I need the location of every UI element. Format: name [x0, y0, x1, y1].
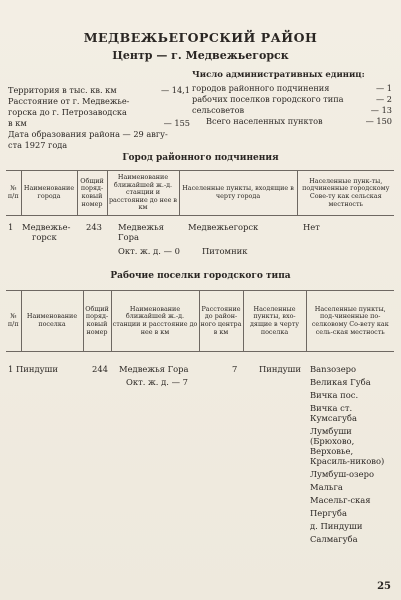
list-item: Салмагуба: [310, 534, 358, 544]
town-order-number: 244: [92, 364, 108, 374]
towns-table-header: [6, 290, 394, 352]
column-header: Общий поряд-ковый номер: [77, 171, 107, 216]
page-number: 25: [377, 581, 391, 592]
distance-label-3: в км: [8, 118, 27, 128]
admin-unit-row: [192, 94, 392, 105]
admin-units-heading: Число административных единиц:: [192, 70, 365, 80]
admin-unit-label: городов районного подчинения: [192, 83, 330, 93]
territory-label: Территория в тыс. кв. км: [8, 85, 117, 95]
town-included-settlement: Пиндуши: [259, 364, 301, 374]
list-item: Пергуба: [310, 508, 347, 518]
admin-unit-value: — 1: [376, 83, 392, 93]
admin-unit-label: Всего населенных пунктов: [206, 116, 323, 126]
city-subordinate: Нет: [303, 222, 320, 232]
admin-unit-value: — 13: [370, 105, 392, 115]
distance-row: [8, 118, 190, 129]
city-station-line-2: Гора: [118, 232, 139, 242]
town-row-number: 1: [8, 364, 14, 374]
column-header: Наименование ближайшей ж.-д. станции и расстояние до нее в км: [111, 291, 199, 352]
column-header: Населенные пунк-ты, подчиненные городскому Сове-ту как сельская местность: [297, 171, 394, 216]
admin-unit-label: сельсоветов: [192, 105, 245, 115]
city-station-line-1: Медвежья: [118, 222, 164, 232]
list-item: Лумбуши (Брюхово, Верховье, Красиль-никово): [310, 426, 385, 466]
distance-label-2: горска до г. Петрозаводска: [8, 107, 127, 117]
column-header: Населенные пункты, под-чиненные по-селковому Со-вету как сель-ская местность: [306, 291, 394, 352]
city-included-settlement: Питомник: [202, 246, 248, 256]
admin-unit-row: [192, 105, 392, 116]
town-name: Пиндуши: [16, 364, 58, 374]
city-included-settlement: Медвежьегорск: [188, 222, 259, 232]
list-item: Лумбуш-озеро: [310, 469, 374, 479]
distance-value: — 155: [163, 118, 190, 128]
admin-unit-value: — 150: [365, 116, 392, 126]
district-info: [8, 85, 190, 151]
distance-label-1: Расстояние от г. Медвежье-: [8, 96, 130, 106]
city-row-number: 1: [8, 222, 14, 232]
column-header: Наименование города: [21, 171, 77, 216]
column-header: Общий поряд-ковый номер: [83, 291, 111, 352]
city-table-header: [6, 170, 394, 216]
formed-label-2: ста 1927 года: [8, 140, 68, 150]
towns-table-row: [6, 364, 394, 584]
list-item: Мальга: [310, 482, 343, 492]
list-item: Вичка ст. Кумсагуба: [310, 403, 357, 423]
city-station-line-3: Окт. ж. д. — 0: [118, 246, 180, 256]
admin-unit-value: — 2: [376, 94, 392, 104]
city-order-number: 243: [86, 222, 102, 232]
city-section-heading: Город районного подчинения: [122, 153, 279, 163]
city-table-row: [6, 222, 394, 267]
page-subtitle: Центр — г. Медвежьегорск: [112, 49, 289, 62]
list-item: Масельг-ская: [310, 495, 371, 505]
list-item: Вanзозеро: [310, 364, 357, 374]
list-item: Великая Губа: [310, 377, 371, 387]
column-header: № п/п: [6, 171, 21, 216]
column-header: Расстояние до район-ного центра в км: [199, 291, 243, 352]
column-header: Наименование ближайшей ж.-д. станции и расстояние до нее в км: [107, 171, 179, 216]
city-name-line-1: Медвежье-: [22, 222, 71, 232]
column-header: Населенные пункты, вхо-дящие в черту поселка: [243, 291, 306, 352]
city-name-line-2: горск: [32, 232, 57, 242]
subordinate-settlements-list: [310, 364, 392, 547]
town-station-line-1: Медвежья Гора: [119, 364, 189, 374]
formed-label-1: Дата образования района — 29 авгу-: [8, 129, 168, 139]
list-item: Вичка пос.: [310, 390, 359, 400]
admin-unit-row: [192, 116, 392, 127]
territory-value: — 14,1: [160, 85, 190, 95]
territory-row: [8, 85, 190, 96]
page-title: МЕДВЕЖЬЕГОРСКИЙ РАЙОН: [83, 30, 318, 45]
list-item: д. Пиндуши: [310, 521, 363, 531]
admin-unit-row: [192, 83, 392, 94]
column-header: № п/п: [6, 291, 21, 352]
admin-unit-label: рабочих поселков городского типа: [192, 94, 344, 104]
town-station-line-2: Окт. ж. д. — 7: [126, 377, 188, 387]
town-distance: 7: [232, 364, 238, 374]
column-header: Населенные пункты, входящие в черту города: [179, 171, 297, 216]
towns-section-heading: Рабочие поселки городского типа: [110, 271, 291, 281]
column-header: Наименование поселка: [21, 291, 83, 352]
admin-units: [192, 70, 392, 127]
